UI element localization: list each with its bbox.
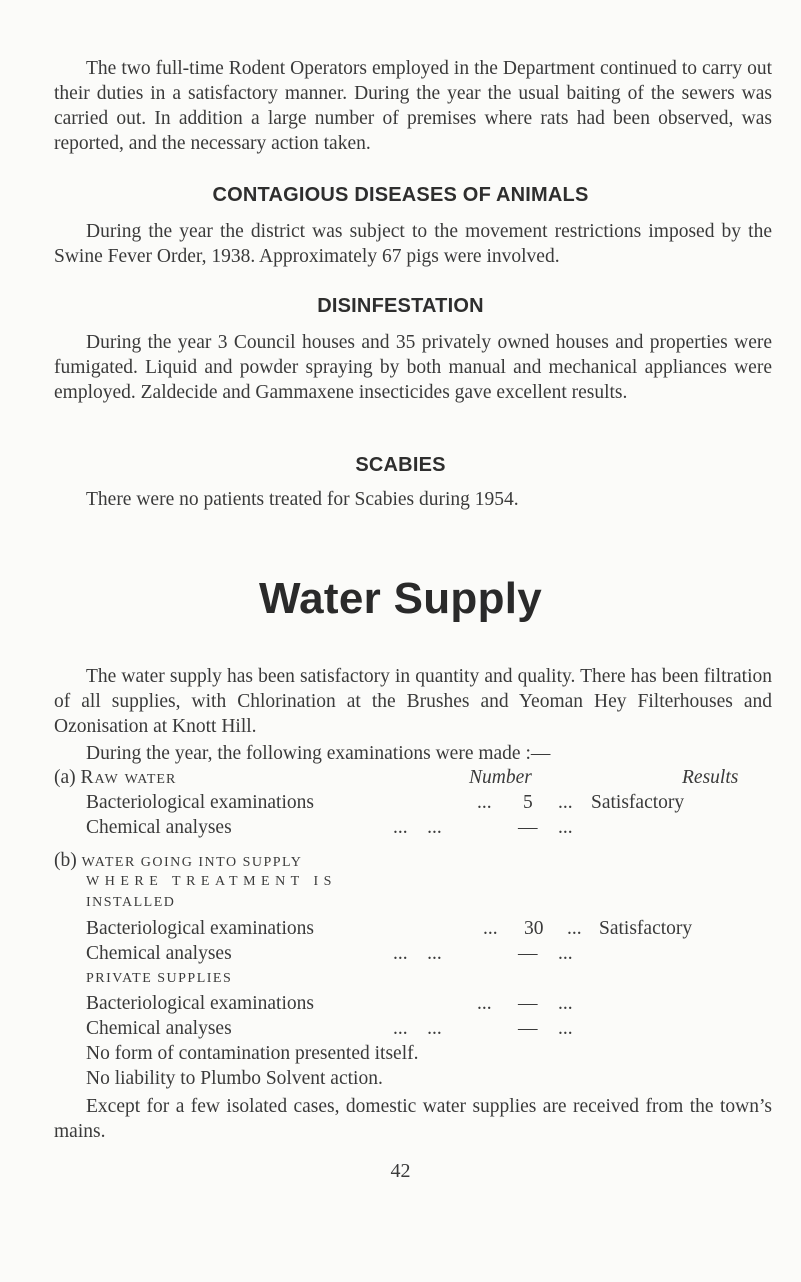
raw-water-header-row — [54, 765, 774, 790]
raw-water-title: Raw water — [80, 767, 177, 788]
treated-water-title-line2: WHERE TREATMENT IS — [86, 874, 337, 889]
scabies-paragraph: There were no patients treated for Scabies during 1954. — [86, 489, 519, 510]
table-row: Bacteriological examinations ... 5 ... Satisfactory — [86, 792, 685, 813]
results-column-header: Results — [682, 767, 739, 788]
scabies-heading: SCABIES — [355, 454, 446, 476]
table-row: Chemical analyses ... ... — ... — [86, 817, 573, 838]
number-column-header: Number — [469, 767, 532, 788]
treated-water-title-line1: WATER GOING INTO SUPPLY — [81, 855, 303, 870]
treated-water-header-row-3 — [54, 890, 774, 915]
row-label: Chemical analyses — [86, 1018, 232, 1039]
page-number: 42 — [390, 1160, 411, 1182]
row-number: 30 — [524, 918, 544, 939]
row-label: Bacteriological examinations — [86, 993, 314, 1014]
disinfestation-paragraph: During the year 3 Council houses and 35 privately owned houses and properties were fumigated. Liquid and powder spraying by both manual and mechanical appliances were employed. Zaldecide and Gammaxene insecticides gave excellent results. — [54, 332, 772, 403]
plumbo-solvent-note: No liability to Plumbo Solvent action. — [86, 1068, 383, 1089]
row-number: — — [518, 943, 538, 964]
row-label: Bacteriological examinations — [86, 918, 314, 939]
contagious-diseases-paragraph: During the year the district was subject to the movement restrictions imposed by the Swine Fever Order, 1938. Approximately 67 pigs were involved. — [54, 221, 772, 267]
table-row: Bacteriological examinations ... — ... — [86, 993, 573, 1014]
water-supply-paragraph: The water supply has been satisfactory in quantity and quality. There has been filtration of all supplies, with Chlorination at the Brushes and Yeoman Hey Filterhouses and Ozonisation at Knott Hill. — [54, 666, 772, 737]
row-number: — — [518, 1018, 538, 1039]
row-number: — — [518, 993, 538, 1014]
private-supplies-title: PRIVATE SUPPLIES — [86, 971, 233, 986]
disinfestation-heading: DISINFESTATION — [317, 295, 484, 317]
row-label: Chemical analyses — [86, 943, 232, 964]
row-result: Satisfactory — [599, 918, 693, 939]
contamination-note: No form of contamination presented itself. — [86, 1043, 419, 1064]
treated-water-label: (b) — [54, 850, 77, 871]
table-row: Chemical analyses ... ... — ... — [86, 943, 573, 964]
rodent-operators-paragraph: The two full-time Rodent Operators employed in the Department continued to carry out their duties in a satisfactory manner. During the year the usual baiting of the sewers was carried out. In addition a large number of premises where rats had been observed, was reported, and the necessary action taken. — [54, 58, 772, 154]
table-row: Bacteriological examinations ... 30 ... Satisfactory — [86, 918, 693, 939]
contagious-diseases-heading: CONTAGIOUS DISEASES OF ANIMALS — [212, 184, 589, 206]
treated-water-title-line3: INSTALLED — [86, 895, 176, 910]
raw-water-label: (a) — [54, 767, 76, 788]
private-supplies-header-row — [54, 966, 774, 991]
table-row: Chemical analyses ... ... — ... — [86, 1018, 573, 1039]
water-supply-heading: Water Supply — [258, 574, 543, 623]
row-number: — — [518, 817, 538, 838]
row-number: 5 — [523, 792, 533, 813]
row-result: Satisfactory — [591, 792, 685, 813]
closing-paragraph: Except for a few isolated cases, domestic water supplies are received from the town’s mains. — [54, 1096, 772, 1142]
row-label: Chemical analyses — [86, 817, 232, 838]
row-label: Bacteriological examinations — [86, 792, 314, 813]
examinations-intro: During the year, the following examinations were made :— — [86, 743, 551, 764]
